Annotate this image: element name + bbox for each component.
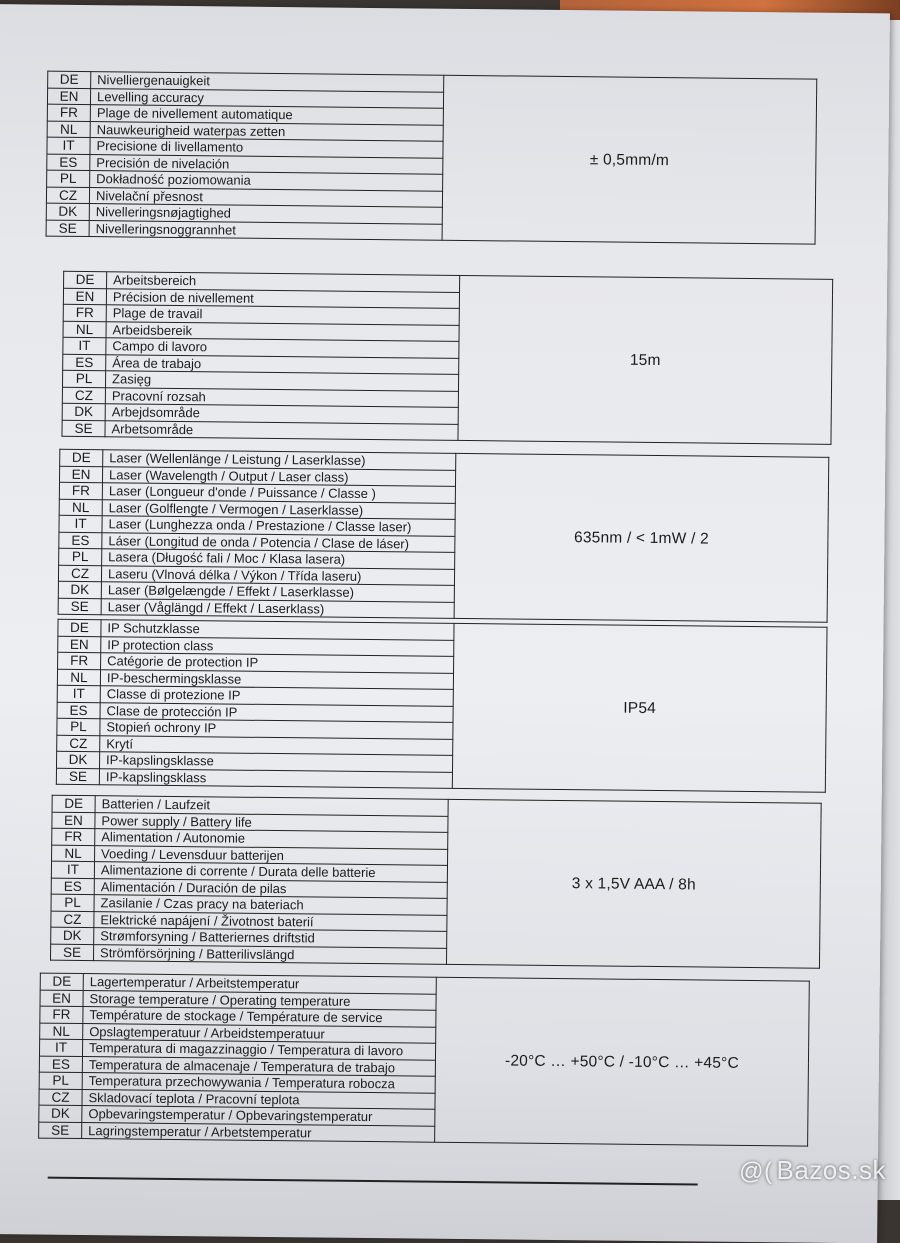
language-code: DK bbox=[51, 927, 94, 944]
spec-label: Voeding / Levensduur batterijen bbox=[95, 845, 448, 865]
spec-label: Campo di lavoro bbox=[106, 338, 459, 358]
spec-label: Temperatura de almacenaje / Temperatura de trabajo bbox=[82, 1056, 435, 1076]
spec-label: Pracovní rozsah bbox=[105, 387, 458, 407]
spec-label: Laser (Longueur d'onde / Puissance / Classe ) bbox=[102, 483, 455, 503]
language-code: NL bbox=[40, 1023, 83, 1040]
spec-label: Laser (Lunghezza onda / Prestazione / Classe laser) bbox=[102, 516, 455, 536]
language-code: SE bbox=[39, 1122, 82, 1139]
spec-table bbox=[58, 449, 830, 623]
spec-label: Área de trabajo bbox=[106, 354, 459, 374]
spec-label: Storage temperature / Operating temperature bbox=[83, 990, 436, 1010]
spec-label: Levelling accuracy bbox=[90, 88, 443, 108]
spec-label: Laseru (Vlnová délka / Výkon / Třída laseru) bbox=[101, 565, 454, 585]
spec-label: Dokładność poziomowania bbox=[90, 171, 443, 191]
watermark-at-icon: @( bbox=[739, 1158, 773, 1185]
language-code: SE bbox=[62, 420, 105, 437]
language-code: PL bbox=[47, 170, 90, 187]
spec-label: Laser (Wavelength / Output / Laser class) bbox=[102, 466, 455, 486]
spec-label: Batterien / Laufzeit bbox=[95, 796, 448, 816]
spec-label: Alimentación / Duración de pilas bbox=[94, 878, 447, 898]
spec-value: 635nm / < 1mW / 2 bbox=[454, 453, 829, 622]
spec-label: IP protection class bbox=[101, 636, 454, 656]
language-code: NL bbox=[59, 499, 102, 516]
spec-table bbox=[61, 271, 833, 445]
language-code: SE bbox=[58, 598, 101, 615]
language-code: CZ bbox=[51, 911, 94, 928]
spec-label: Elektrické napájení / Životnost baterií bbox=[94, 911, 447, 931]
language-code: FR bbox=[52, 828, 95, 845]
language-code: CZ bbox=[57, 735, 100, 752]
spec-label: Classe di protezione IP bbox=[100, 686, 453, 706]
watermark bbox=[739, 1155, 886, 1186]
language-code: PL bbox=[39, 1072, 82, 1089]
language-code: IT bbox=[39, 1039, 82, 1056]
spec-label: Temperatura przechowywania / Temperatura robocza bbox=[82, 1073, 435, 1093]
spec-label: Clase de protección IP bbox=[100, 702, 453, 722]
spec-label: Arbeidsbereik bbox=[106, 321, 459, 341]
language-code: PL bbox=[51, 894, 94, 911]
spec-table bbox=[50, 795, 822, 969]
spec-label: Alimentation / Autonomie bbox=[95, 829, 448, 849]
spec-label: Plage de travail bbox=[106, 305, 459, 325]
spec-table bbox=[38, 973, 810, 1147]
spec-label: Precisione di livellamento bbox=[90, 138, 443, 158]
spec-label: Stopień ochrony IP bbox=[100, 719, 453, 739]
spec-label: Alimentazione di corrente / Durata delle batterie bbox=[94, 862, 447, 882]
language-code: FR bbox=[59, 482, 102, 499]
language-code: DK bbox=[46, 203, 89, 220]
spec-value: 15m bbox=[458, 275, 833, 444]
spec-value: ± 0,5mm/m bbox=[442, 75, 817, 244]
language-code: CZ bbox=[39, 1089, 82, 1106]
language-code: DK bbox=[58, 581, 101, 598]
language-code: NL bbox=[52, 845, 95, 862]
bottom-rule bbox=[48, 1177, 698, 1186]
spec-label: Arbetsområde bbox=[105, 420, 458, 440]
language-code: ES bbox=[57, 702, 100, 719]
language-code: NL bbox=[63, 321, 106, 338]
language-code: ES bbox=[63, 354, 106, 371]
language-code: ES bbox=[51, 878, 94, 895]
language-code: DE bbox=[58, 619, 101, 636]
spec-label: Nauwkeurigheid waterpas zetten bbox=[90, 121, 443, 141]
language-code: FR bbox=[47, 104, 90, 121]
language-code: PL bbox=[57, 718, 100, 735]
spec-label: IP Schutzklasse bbox=[101, 620, 454, 640]
spec-label: Nivelliergenauigkeit bbox=[91, 72, 444, 92]
language-code: IT bbox=[47, 137, 90, 154]
spec-table bbox=[46, 71, 818, 245]
spec-label: Skladovací teplota / Pracovní teplota bbox=[82, 1089, 435, 1109]
spec-label: Plage de nivellement automatique bbox=[90, 105, 443, 125]
language-code: DK bbox=[57, 751, 100, 768]
language-code: EN bbox=[40, 990, 83, 1007]
spec-label: Laser (Bølgelængde / Effekt / Laserklasse) bbox=[101, 582, 454, 602]
language-code: ES bbox=[47, 154, 90, 171]
language-code: FR bbox=[58, 652, 101, 669]
spec-label: Lagertemperatur / Arbeitstemperatur bbox=[83, 974, 436, 994]
language-code: IT bbox=[51, 861, 94, 878]
spec-label: Zasięg bbox=[105, 371, 458, 391]
spec-label: Strömförsörjning / Batterilivslängd bbox=[93, 944, 446, 964]
language-code: CZ bbox=[62, 387, 105, 404]
language-code: SE bbox=[46, 220, 89, 237]
language-code: ES bbox=[59, 532, 102, 549]
spec-label: IP-kapslingsklass bbox=[99, 768, 452, 788]
language-code: SE bbox=[50, 944, 93, 961]
spec-label: Lagringstemperatur / Arbetstemperatur bbox=[82, 1122, 435, 1142]
spec-label: Krytí bbox=[100, 735, 453, 755]
spec-table bbox=[56, 619, 828, 793]
spec-label: Arbeitsbereich bbox=[107, 272, 460, 292]
language-code: DK bbox=[39, 1105, 82, 1122]
spec-label: Power supply / Battery life bbox=[95, 812, 448, 832]
spec-label: Láser (Longitud de onda / Potencia / Clase de láser) bbox=[102, 532, 455, 552]
language-code: NL bbox=[57, 669, 100, 686]
language-code: FR bbox=[63, 304, 106, 321]
spec-label: Catégorie de protection IP bbox=[101, 653, 454, 673]
language-code: DE bbox=[52, 795, 95, 812]
language-code: IT bbox=[59, 515, 102, 532]
spec-label: IP-kapslingsklasse bbox=[100, 752, 453, 772]
language-code: DK bbox=[62, 403, 105, 420]
spec-label: Opbevaringstemperatur / Opbevaringstemperatur bbox=[82, 1106, 435, 1126]
language-code: CZ bbox=[46, 187, 89, 204]
language-code: EN bbox=[58, 636, 101, 653]
spec-label: Nivelleringsnøjagtighed bbox=[89, 204, 442, 224]
language-code: EN bbox=[59, 466, 102, 483]
spec-label: Zasilanie / Czas pracy na bateriach bbox=[94, 895, 447, 915]
language-code: DE bbox=[48, 71, 91, 88]
language-code: CZ bbox=[58, 565, 101, 582]
language-code: PL bbox=[62, 370, 105, 387]
watermark-text: Bazos.sk bbox=[776, 1155, 886, 1185]
language-code: EN bbox=[47, 88, 90, 105]
spec-value: 3 x 1,5V AAA / 8h bbox=[446, 799, 821, 968]
language-code: SE bbox=[56, 768, 99, 785]
spec-label: IP-beschermingsklasse bbox=[100, 669, 453, 689]
language-code: NL bbox=[47, 121, 90, 138]
spec-label: Précision de nivellement bbox=[106, 288, 459, 308]
language-code: DE bbox=[64, 271, 107, 288]
manual-page bbox=[0, 4, 890, 1243]
language-code: FR bbox=[40, 1006, 83, 1023]
spec-label: Nivelleringsnoggrannhet bbox=[89, 220, 442, 240]
spec-label: Nivelační přesnost bbox=[89, 187, 442, 207]
language-code: ES bbox=[39, 1056, 82, 1073]
spec-label: Laser (Våglängd / Effekt / Laserklass) bbox=[101, 598, 454, 618]
spec-label: Lasera (Długość fali / Moc / Klasa lasera) bbox=[102, 549, 455, 569]
language-code: IT bbox=[63, 337, 106, 354]
spec-label: Strømforsyning / Batteriernes driftstid bbox=[94, 928, 447, 948]
spec-label: Arbejdsområde bbox=[105, 404, 458, 424]
spec-value: IP54 bbox=[452, 623, 827, 792]
spec-label: Température de stockage / Température de service bbox=[83, 1007, 436, 1027]
spec-label: Laser (Wellenlänge / Leistung / Laserklasse) bbox=[103, 450, 456, 470]
spec-value: -20°C … +50°C / -10°C … +45°C bbox=[435, 977, 810, 1146]
language-code: DE bbox=[40, 973, 83, 990]
language-code: EN bbox=[63, 288, 106, 305]
spec-label: Temperatura di magazzinaggio / Temperatura di lavoro bbox=[82, 1040, 435, 1060]
language-code: DE bbox=[60, 449, 103, 466]
spec-label: Laser (Golflengte / Vermogen / Laserklasse) bbox=[102, 499, 455, 519]
language-code: EN bbox=[52, 812, 95, 829]
spec-label: Opslagtemperatuur / Arbeidstemperatuur bbox=[83, 1023, 436, 1043]
language-code: PL bbox=[59, 548, 102, 565]
language-code: IT bbox=[57, 685, 100, 702]
spec-label: Precisión de nivelación bbox=[90, 154, 443, 174]
